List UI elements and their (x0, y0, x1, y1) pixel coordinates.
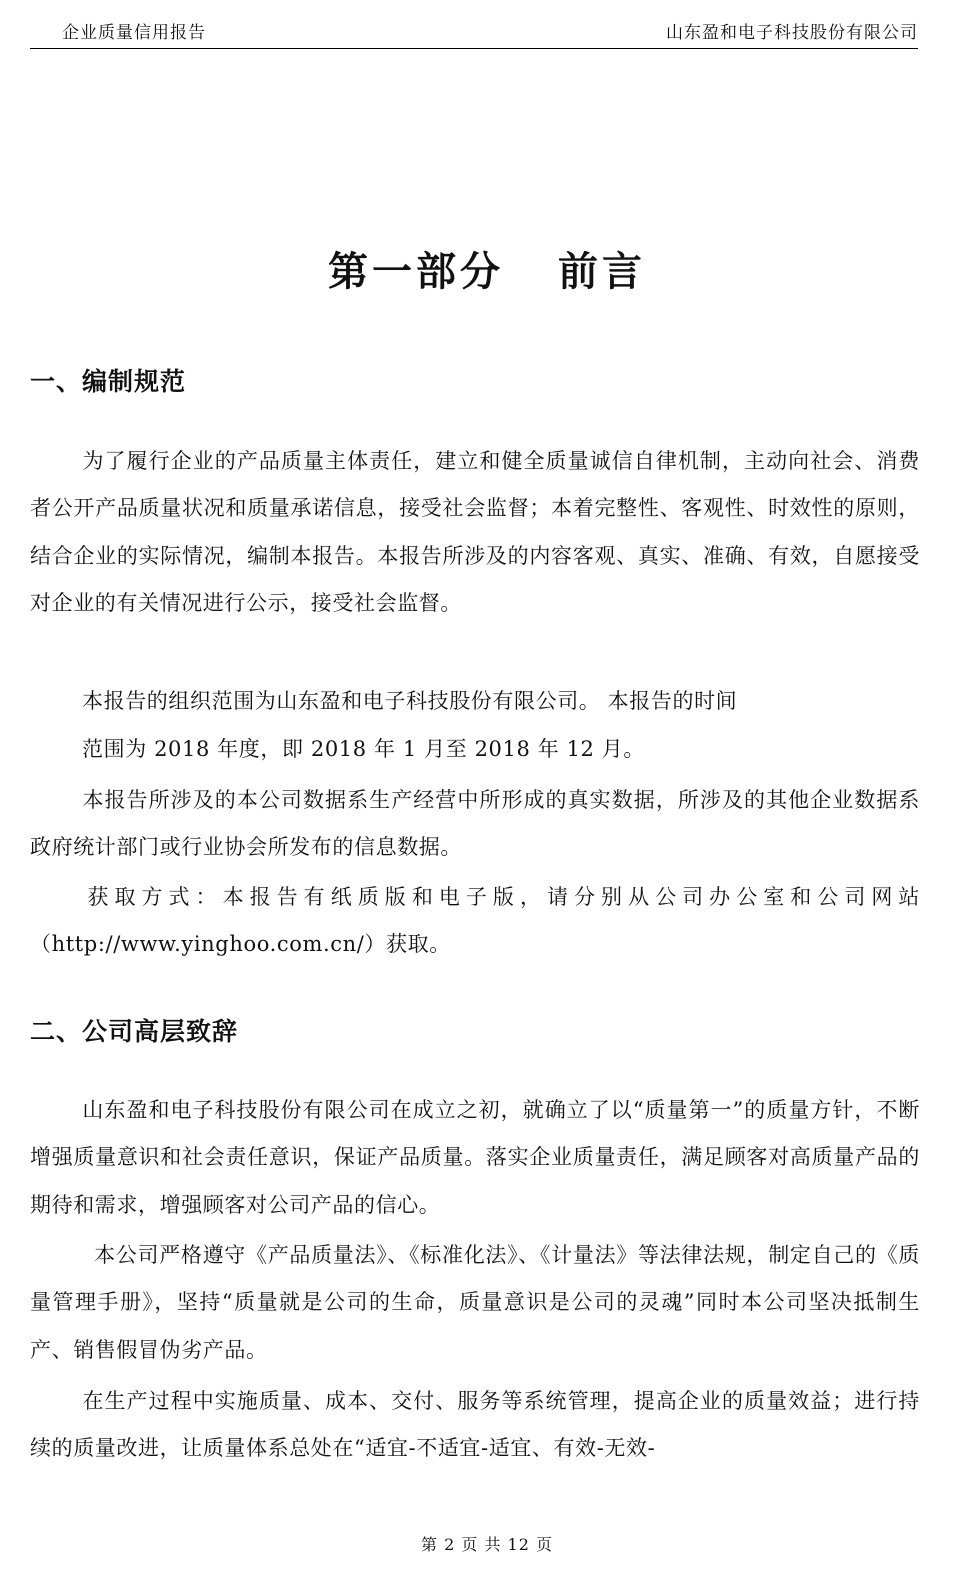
section2-paragraph-3 (30, 1378, 920, 1473)
section2-paragraph-2 (30, 1232, 920, 1374)
section1-paragraph-2-line-1: 本报告的组织范围为山东盈和电子科技股份有限公司。 本报告的时间 (82, 689, 738, 713)
title-part: 第一部分 (328, 249, 504, 295)
header-company-name: 山东盈和电子科技股份有限公司 (666, 23, 918, 43)
section2-p1-text: 山东盈和电子科技股份有限公司在成立之初，就确立了以“质量第一”的质量方针，不断增强质量意识和社会责任意识，保证产品质量。落实企业质量责任，满足顾客对高质量产品的期待和需求，增强顾客对公司产品的信心。 (30, 1098, 920, 1217)
section1-p4-text: 获取方式：本报告有纸质版和电子版，请分别从公司办公室和公司网站（http://www.yinghoo.com.cn/）获取。 (30, 885, 920, 957)
section2-p2-text: 本公司严格遵守《产品质量法》、《标准化法》、《计量法》等法律法规，制定自己的《质量管理手册》，坚持“质量就是公司的生命，质量意识是公司的灵魂”同时本公司坚决抵制生产、销售假冒伪劣产品。 (30, 1243, 920, 1362)
section2-p3-text: 在生产过程中实施质量、成本、交付、服务等系统管理，提高企业的质量效益；进行持续的质量改进，让质量体系总处在“适宜-不适宜-适宜、有效-无效- (30, 1389, 920, 1461)
section1-heading: 一、编制规范 (30, 367, 187, 396)
section2-heading: 二、公司高层致辞 (30, 1017, 239, 1046)
section1-p3-text: 本报告所涉及的本公司数据系生产经营中所形成的真实数据，所涉及的其他企业数据系政府统计部门或行业协会所发布的信息数据。 (30, 788, 920, 860)
page-number: 第 2 页 共 12 页 (421, 1535, 553, 1554)
page-title (0, 240, 974, 297)
title-name: 前言 (558, 249, 646, 295)
section1-paragraph-4 (30, 874, 920, 969)
section1-paragraph-2-line-2: 范围为 2018 年度，即 2018 年 1 月至 2018 年 12 月。 (82, 737, 645, 761)
page-header (30, 14, 918, 49)
section1-paragraph-3 (30, 777, 920, 872)
header-report-title: 企业质量信用报告 (62, 23, 206, 43)
section2-paragraph-1 (30, 1087, 920, 1229)
section1-paragraph-1 (30, 438, 920, 628)
section1-p1-text: 为了履行企业的产品质量主体责任，建立和健全质量诚信自律机制，主动向社会、消费者公开产品质量状况和质量承诺信息，接受社会监督；本着完整性、客观性、时效性的原则，结合企业的实际情况，编制本报告。本报告所涉及的内容客观、真实、准确、有效，自愿接受对企业的有关情况进行公示，接受社会监督。 (30, 449, 920, 616)
